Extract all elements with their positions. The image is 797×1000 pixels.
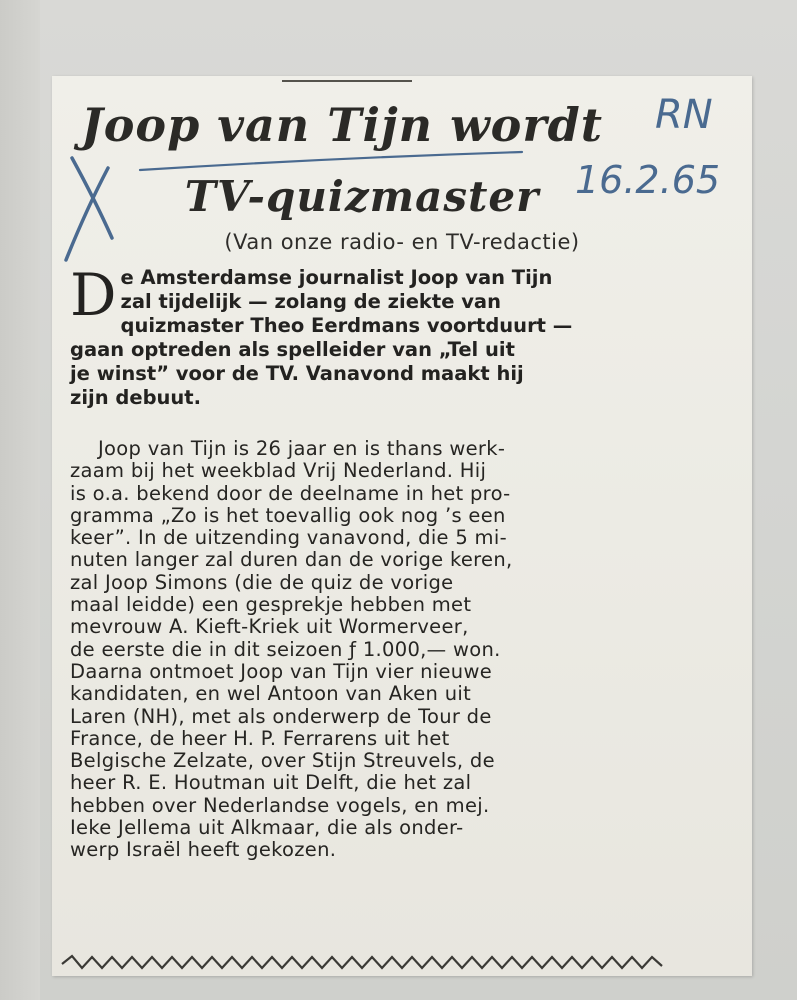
lead-line: quizmaster Theo Eerdmans voortduurt —: [120, 314, 573, 337]
lead-line: zal tijdelijk — zolang de ziekte van: [120, 290, 501, 313]
lead-line: je winst” voor de TV. Vanavond maakt hij: [70, 362, 524, 385]
body-line: Belgische Zelzate, over Stijn Streuvels, de: [70, 749, 495, 773]
body-line: is o.a. bekend door de deelname in het pro-: [70, 481, 511, 505]
byline: (Van onze radio- en TV-redactie): [224, 230, 580, 254]
body-line: nuten langer zal duren dan de vorige keren,: [70, 548, 513, 572]
newspaper-clipping: [52, 76, 752, 976]
body-line: hebben over Nederlandse vogels, en mej.: [70, 793, 490, 817]
body-line: keer”. In de uitzending vanavond, die 5 mi-: [70, 526, 507, 550]
headline-line-1: Joop van Tijn wordt: [80, 98, 604, 152]
drop-cap: D: [70, 261, 117, 329]
body-line: Daarna ontmoet Joop van Tijn vier nieuwe: [70, 659, 492, 683]
handwritten-initials: RN: [655, 92, 713, 138]
headline-line-2: TV-quizmaster: [184, 172, 540, 221]
body-line: kandidaten, en wel Antoon van Aken uit: [70, 682, 472, 706]
body-line: mevrouw A. Kieft-Kriek uit Wormerveer,: [70, 615, 469, 639]
lead-line: e Amsterdamse journalist Joop van Tijn: [120, 266, 553, 289]
body-line: gramma „Zo is het toevallig ook nog ’s een: [70, 503, 506, 527]
body-line: Ieke Jellema uit Alkmaar, die als onder-: [70, 816, 464, 840]
body-line: zaam bij het weekblad Vrij Nederland. Hij: [70, 459, 487, 483]
body-paragraph: [70, 438, 650, 862]
body-line: werp Israël heeft gekozen.: [70, 838, 337, 862]
lead-paragraph: [70, 261, 650, 410]
body-line: heer R. E. Houtman uit Delft, die het zal: [70, 771, 472, 795]
handwritten-date: 16.2.65: [575, 158, 721, 202]
body-line: zal Joop Simons (die de quiz de vorige: [70, 570, 454, 594]
body-line: France, de heer H. P. Ferrarens uit het: [70, 726, 450, 750]
lead-line: gaan optreden als spelleider van „Tel uit: [70, 338, 515, 361]
lead-line: zijn debuut.: [70, 386, 202, 409]
body-line: maal leidde) een gesprekje hebben met: [70, 593, 472, 617]
body-line: Joop van Tijn is 26 jaar en is thans werk-: [98, 437, 506, 460]
body-line: Laren (NH), met als onderwerp de Tour de: [70, 704, 492, 728]
torn-bottom-edge: [52, 954, 752, 976]
top-rule: [282, 80, 412, 82]
body-line: de eerste die in dit seizoen ƒ 1.000,— won.: [70, 637, 501, 661]
